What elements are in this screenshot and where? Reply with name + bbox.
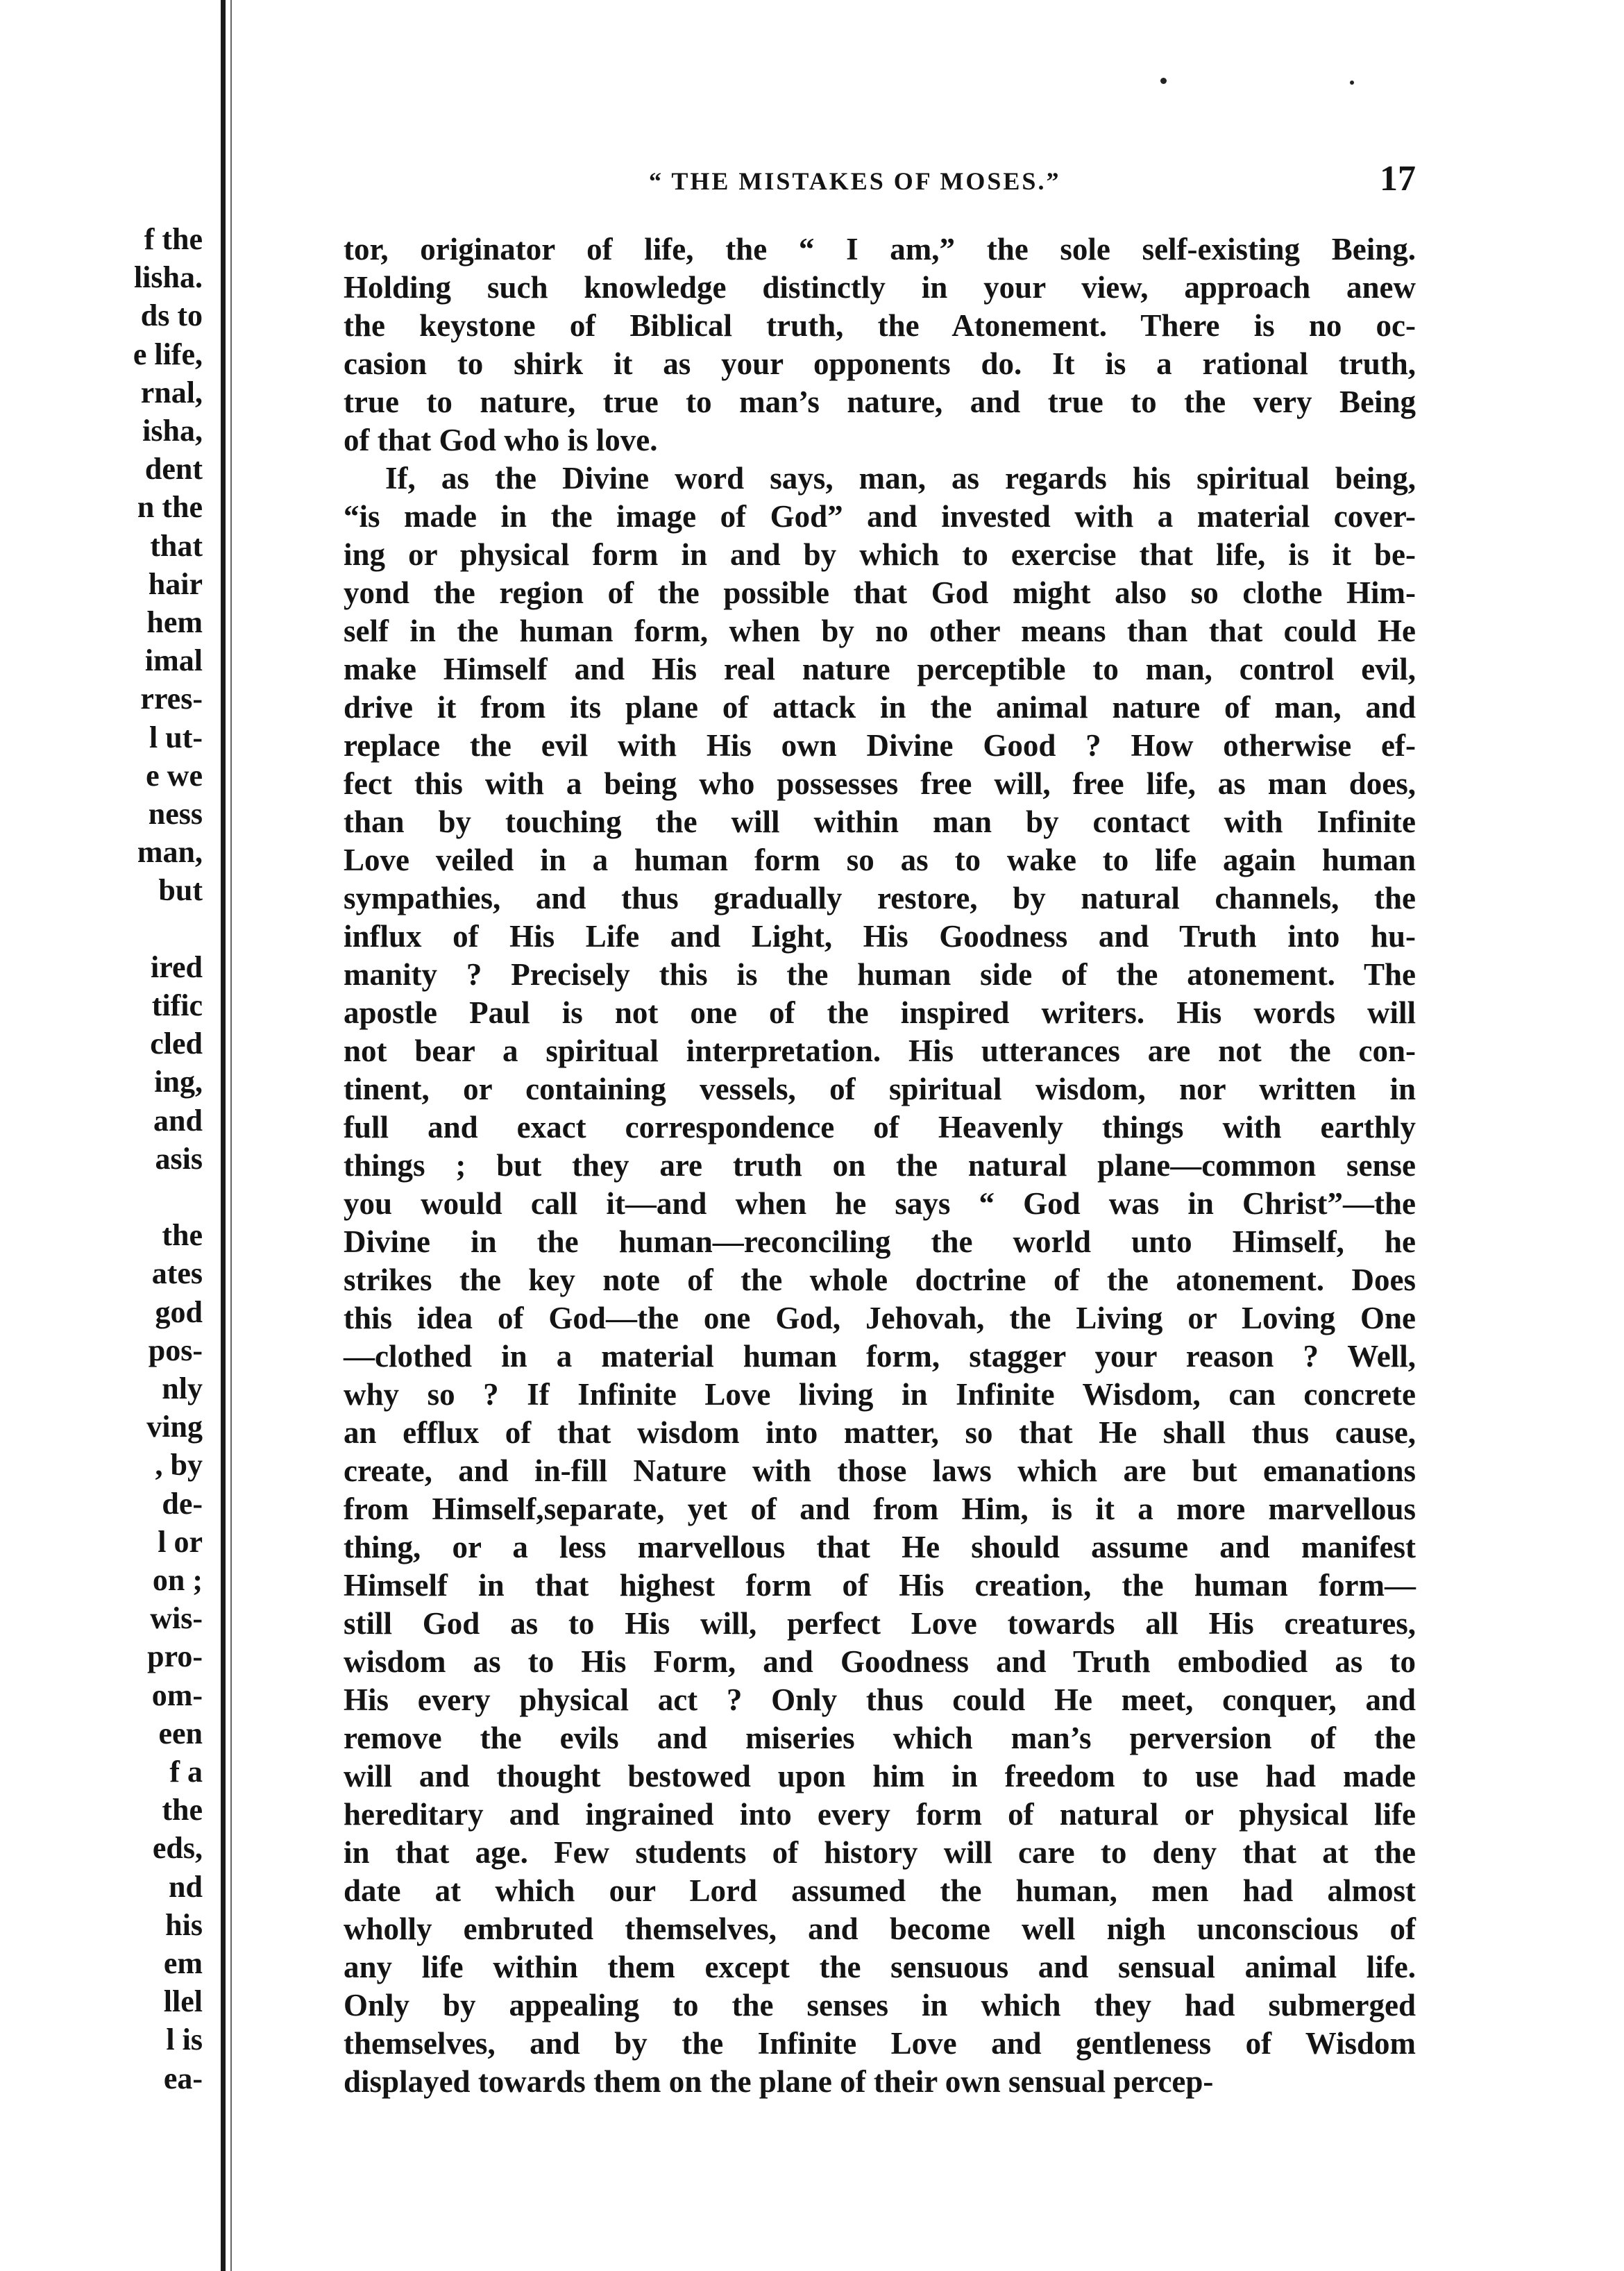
text-line: self in the human form, when by no other means than that could He [344, 614, 1416, 648]
previous-page-line: hair [148, 566, 203, 601]
text-line: Holding such knowledge distinctly in your view, approach anew [344, 270, 1416, 305]
text-line: fect this with a being who possesses free will, free life, as man does, [344, 766, 1416, 801]
text-line: why so ? If Infinite Love living in Infinite Wisdom, can concrete [344, 1377, 1416, 1412]
text-line: apostle Paul is not one of the inspired writers. His words will [344, 995, 1416, 1030]
previous-page-line: een [158, 1716, 203, 1750]
text-line: true to nature, true to man’s nature, and true to the very Being [344, 385, 1416, 419]
body-text [344, 230, 1416, 2101]
text-line: influx of His Life and Light, His Goodness and Truth into hu- [344, 919, 1416, 954]
text-line: yond the region of the possible that God might also so clothe Him- [344, 575, 1416, 610]
previous-page-line: and [153, 1103, 203, 1138]
previous-page-line: nly [162, 1371, 203, 1405]
previous-page-line: om- [151, 1678, 203, 1712]
previous-page-line: man, [137, 835, 203, 870]
previous-page-line: on ; [152, 1563, 203, 1597]
text-line: tor, originator of life, the “ I am,” the sole self-existing Being. [344, 232, 1416, 267]
previous-page-line: cled [150, 1027, 203, 1061]
previous-page-line: ving [146, 1410, 203, 1444]
previous-page-line: nd [169, 1869, 203, 1904]
previous-page-line: rres- [140, 682, 203, 716]
text-line: Himself in that highest form of His creation, the human form— [344, 1568, 1416, 1603]
text-line: from Himself,separate, yet of and from Him, is it a more marvellous [344, 1492, 1416, 1526]
text-line: date at which our Lord assumed the human, men had almost [344, 1873, 1416, 1908]
previous-page-line: dent [144, 452, 203, 487]
text-line: casion to shirk it as your opponents do. It is a rational truth, [344, 346, 1416, 381]
text-line: than by touching the will within man by contact with Infinite [344, 804, 1416, 839]
text-line: If, as the Divine word says, man, as regards his spiritual being, [385, 461, 1416, 496]
text-line: the keystone of Biblical truth, the Atonement. There is no oc- [344, 308, 1416, 343]
text-line: full and exact correspondence of Heavenly things with earthly [344, 1110, 1416, 1145]
previous-page-line: his [165, 1907, 203, 1942]
previous-page-line: f the [144, 222, 203, 256]
text-line: replace the evil with His own Divine Good ? How otherwise ef- [344, 728, 1416, 763]
text-line: make Himself and His real nature perceptible to man, control evil, [344, 652, 1416, 686]
previous-page-line: isha, [142, 414, 203, 448]
text-line: His every physical act ? Only thus could He meet, conquer, and [344, 1682, 1416, 1717]
ink-speck [1350, 81, 1354, 85]
previous-page-line: that [150, 528, 203, 563]
text-line: hereditary and ingrained into every form of natural or physical life [344, 1797, 1416, 1832]
previous-page-line: ing, [154, 1065, 203, 1099]
previous-page-line: de- [162, 1486, 203, 1521]
previous-page-line: em [163, 1946, 203, 1980]
running-head: “ THE MISTAKES OF MOSES.” [649, 167, 1061, 195]
previous-page-line: god [155, 1294, 203, 1329]
previous-page-line: l ut- [149, 720, 203, 754]
previous-page-line: e we [146, 758, 203, 793]
text-line: themselves, and by the Infinite Love and gentleness of Wisdom [344, 2026, 1416, 2061]
text-line: displayed towards them on the plane of their own sensual percep- [344, 2064, 1214, 2099]
previous-page-line: rnal, [140, 375, 203, 410]
ink-speck [1160, 78, 1167, 84]
text-line: an efflux of that wisdom into matter, so that He shall thus cause, [344, 1415, 1416, 1450]
text-line: Divine in the human—reconciling the world unto Himself, he [344, 1224, 1416, 1259]
page-number: 17 [1380, 159, 1416, 199]
previous-page-line: ea- [163, 2061, 203, 2095]
previous-page-line: n the [137, 490, 203, 525]
previous-page-line: eds, [152, 1831, 203, 1866]
text-line: —clothed in a material human form, stagger your reason ? Well, [344, 1339, 1416, 1374]
previous-page-line: hem [146, 605, 203, 639]
previous-page-line: the [162, 1218, 203, 1253]
text-line: ing or physical form in and by which to exercise that life, is it be- [344, 537, 1416, 572]
previous-page-line: l or [158, 1524, 203, 1559]
text-line: still God as to His will, perfect Love towards all His creatures, [344, 1606, 1416, 1641]
previous-page-line: f a [169, 1755, 203, 1789]
previous-page-line: l is [166, 2023, 203, 2057]
text-line: thing, or a less marvellous that He should assume and manifest [344, 1530, 1416, 1564]
text-line: strikes the key note of the whole doctrine of the atonement. Does [344, 1263, 1416, 1297]
previous-page-line: the [162, 1793, 203, 1827]
previous-page-line: wis- [150, 1601, 203, 1636]
text-line: things ; but they are truth on the natural plane—common sense [344, 1148, 1416, 1183]
page-header [344, 158, 1416, 207]
text-line: not bear a spiritual interpretation. His utterances are not the con- [344, 1033, 1416, 1068]
text-line: manity ? Precisely this is the human side of the atonement. The [344, 957, 1416, 992]
text-line: “is made in the image of God” and invested with a material cover- [344, 499, 1416, 534]
previous-page-line: llel [163, 1984, 203, 2019]
previous-page-line: asis [155, 1141, 203, 1176]
previous-page-line: pro- [147, 1639, 203, 1674]
text-line: Love veiled in a human form so as to wake to life again human [344, 843, 1416, 877]
text-line: of that God who is love. [344, 423, 658, 457]
text-line: drive it from its plane of attack in the animal nature of man, and [344, 690, 1416, 725]
text-line: create, and in-fill Nature with those laws which are but emanations [344, 1453, 1416, 1488]
text-line: in that age. Few students of history will care to deny that at the [344, 1835, 1416, 1870]
previous-page-line: but [158, 873, 203, 908]
text-line: remove the evils and miseries which man’s perversion of the [344, 1721, 1416, 1755]
previous-page-line: ired [151, 949, 203, 984]
previous-page-line: pos- [148, 1333, 203, 1367]
text-line: tinent, or containing vessels, of spiritual wisdom, nor written in [344, 1072, 1416, 1106]
previous-page-line: , by [155, 1448, 203, 1483]
page-gutter-divider [221, 0, 226, 2271]
previous-page-line: ds to [140, 298, 203, 333]
previous-page-line: ness [148, 797, 203, 831]
text-line: you would call it—and when he says “ God was in Christ”—the [344, 1186, 1416, 1221]
previous-page-line: e life, [133, 337, 203, 371]
text-line: wholly embruted themselves, and become well nigh unconscious of [344, 1911, 1416, 1946]
page-gutter-line [230, 0, 232, 2271]
text-line: wisdom as to His Form, and Goodness and Truth embodied as to [344, 1644, 1416, 1679]
previous-page-fragment [0, 0, 208, 2271]
previous-page-line: lisha. [133, 260, 203, 295]
text-line: Only by appealing to the senses in which they had submerged [344, 1988, 1416, 2023]
previous-page-line: ates [151, 1256, 203, 1291]
previous-page-line: tific [151, 988, 203, 1022]
text-line: this idea of God—the one God, Jehovah, the Living or Loving One [344, 1301, 1416, 1335]
text-line: sympathies, and thus gradually restore, by natural channels, the [344, 881, 1416, 915]
text-line: will and thought bestowed upon him in freedom to use had made [344, 1759, 1416, 1793]
text-line: any life within them except the sensuous and sensual animal life. [344, 1950, 1416, 1984]
previous-page-line: imal [144, 643, 203, 678]
